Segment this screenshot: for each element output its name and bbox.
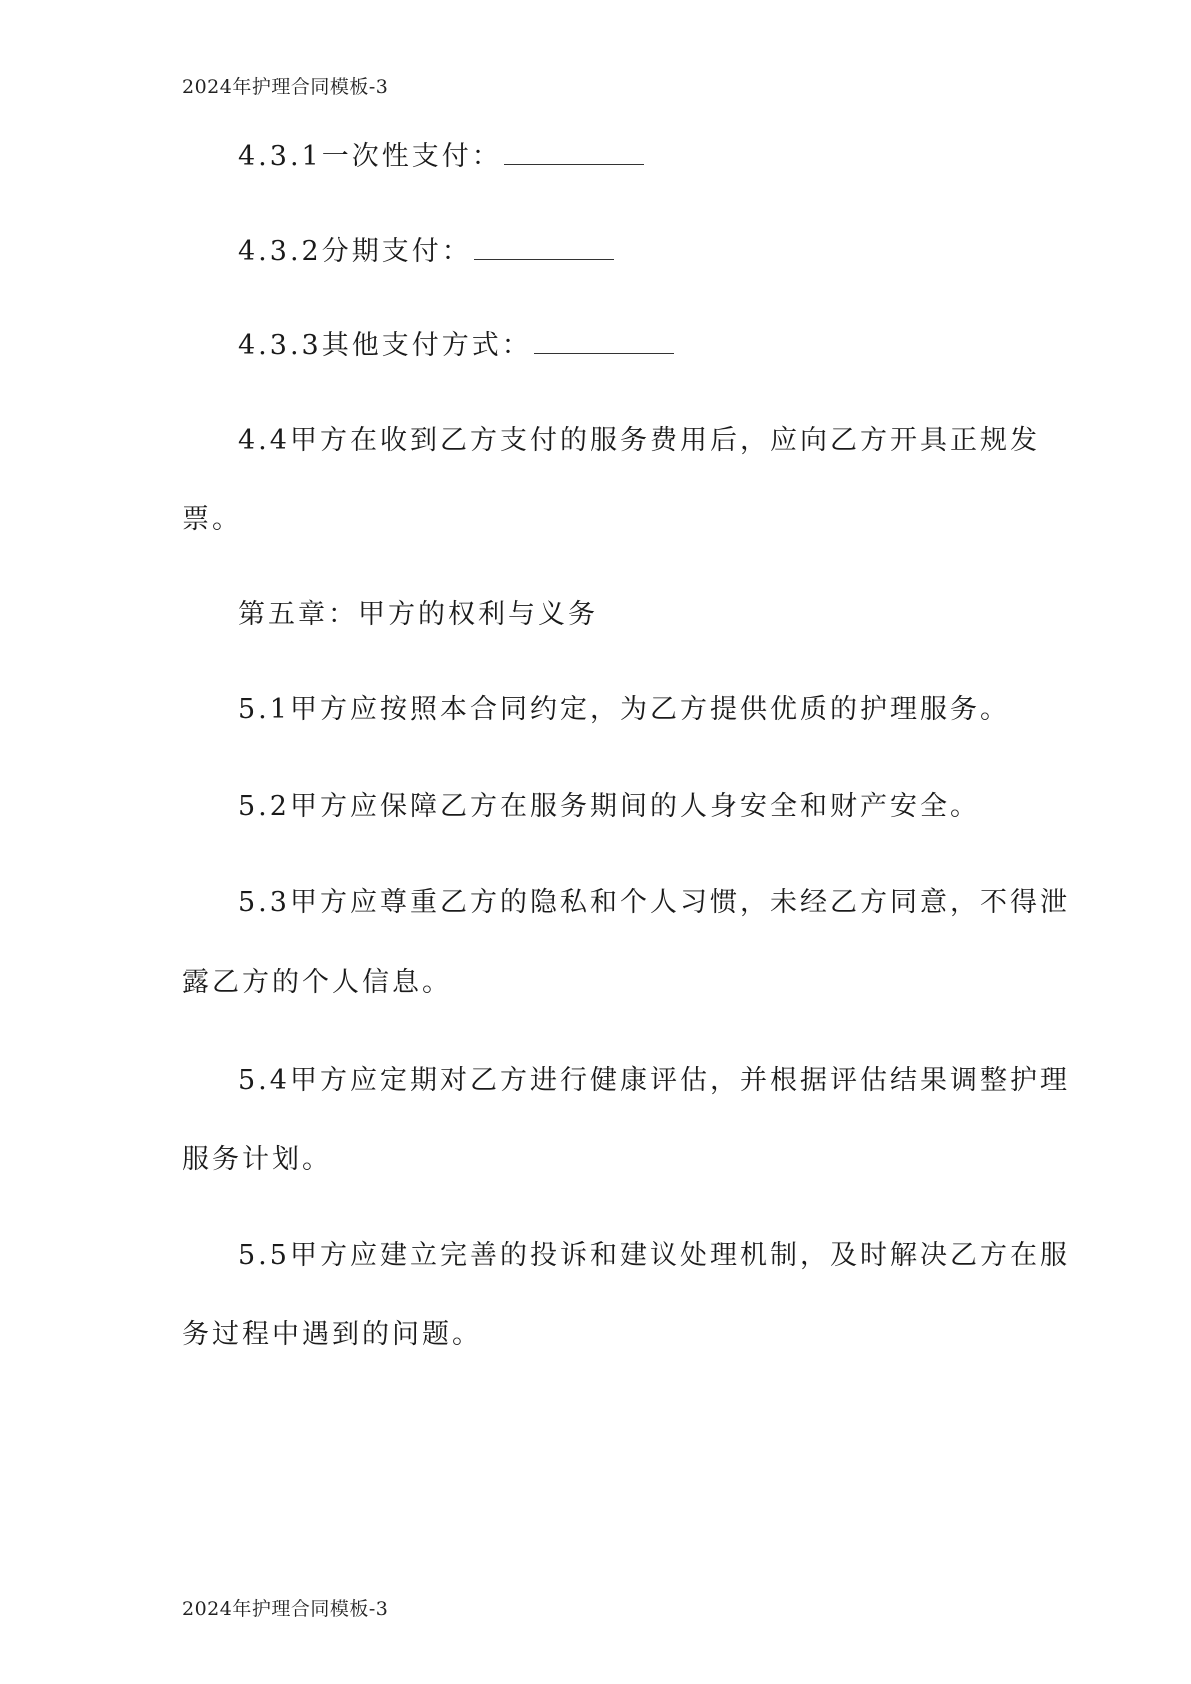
clause-4-3-3 <box>238 327 1078 363</box>
clause-5-3-line1: 5.3甲方应尊重乙方的隐私和个人习惯，未经乙方同意，不得泄 <box>238 887 1070 918</box>
fill-in-blank <box>474 233 614 260</box>
clause-4-3-1 <box>238 138 1078 174</box>
fill-in-blank <box>504 138 644 165</box>
clause-4-3-3-text: 4.3.3其他支付方式： <box>238 330 532 361</box>
clause-5-5-line2: 务过程中遇到的问题。 <box>182 1319 482 1350</box>
page-header: 2024年护理合同模板-3 <box>182 76 389 98</box>
clause-4-3-1-text: 4.3.1一次性支付： <box>238 141 502 172</box>
chapter-5-title: 第五章：甲方的权利与义务 <box>238 599 598 630</box>
clause-5-3-line2: 露乙方的个人信息。 <box>182 967 452 998</box>
clause-5-1: 5.1甲方应按照本合同约定，为乙方提供优质的护理服务。 <box>238 694 1010 725</box>
clause-4-3-2 <box>238 233 1078 269</box>
page-footer: 2024年护理合同模板-3 <box>182 1598 389 1620</box>
clause-4-4-line1: 4.4甲方在收到乙方支付的服务费用后，应向乙方开具正规发 <box>238 425 1040 456</box>
clause-4-4-line2: 票。 <box>182 504 242 535</box>
fill-in-blank <box>534 327 674 354</box>
clause-5-4-line1: 5.4甲方应定期对乙方进行健康评估，并根据评估结果调整护理 <box>238 1065 1070 1096</box>
clause-5-4-line2: 服务计划。 <box>182 1144 332 1175</box>
clause-5-5-line1: 5.5甲方应建立完善的投诉和建议处理机制，及时解决乙方在服 <box>238 1240 1070 1271</box>
clause-5-2: 5.2甲方应保障乙方在服务期间的人身安全和财产安全。 <box>238 791 980 822</box>
clause-4-3-2-text: 4.3.2分期支付： <box>238 236 472 267</box>
